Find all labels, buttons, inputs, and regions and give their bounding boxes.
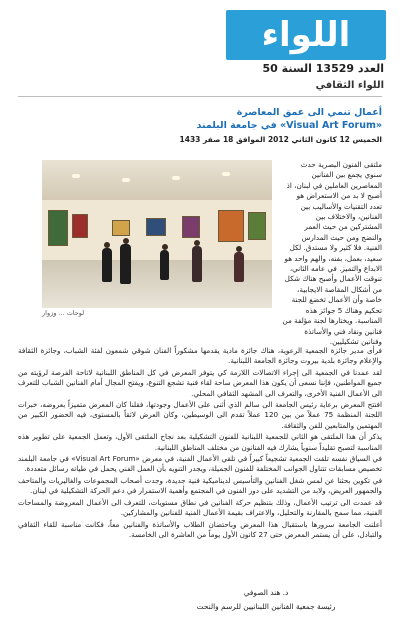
ceiling-light [122,178,130,182]
painting [72,214,88,238]
exhibition-photo [42,160,272,308]
author-name: د. هند الصوفي [243,588,289,597]
photo-caption: لوحات ... وزوار [42,309,85,317]
author-signature [156,586,376,614]
masthead-logo [226,10,386,60]
visitor-figure [234,252,244,282]
painting [182,216,200,238]
visitor-figure [160,250,169,280]
body-paragraph: أعلنت الجامعة سرورها باستقبال هذا المعرض وباحتضان الطلاب والأساتذة والفنانين معاً، فكانت مناسبة للقاء الثقافي والتبادل، على أن يستمر المعرض حتى 27 كانون الأول يوماً من العاشرة الى الخامسة. [18,519,382,539]
ceiling-light [72,174,80,178]
section-title: اللواء الثقافي [315,80,384,91]
painting [218,210,244,242]
article-body [18,346,382,541]
body-paragraph: في السياق نفسه تلقت الجمعية تشجيعاً كبيراً في تلقي الأعمال الفنية، في معرض «Visual Art Forum» في جامعة البلمند تخصيص مسابقات تتناول الجوانب المختلفة للفنون الجميلة، ويجدر التنويه بأن العمل الفني يحمل في طياته رسائل متعددة. [18,454,382,474]
painting [48,210,68,246]
issue-line: العدد 13529 السنة 50 [262,62,384,75]
visitor-figure [102,248,112,282]
painting [146,218,166,236]
visitor-figure [192,246,202,282]
body-paragraph: في تكوين بحثنا عن لمس شغل الفنانين والتأسيس لديناميكية فنية جديدة، وجدت أصحاب المجموعات والغاليريات والمتاحف والجمهور العريض، ولابد من التشديد على دور الفنون في المجتمع وأهمية الاستمرار في دعم الحركة التشكيلية في لبنان. [18,475,382,496]
body-paragraph: فرأى مدير جائزة الجمعية الرعوية، هناك جائزة مادية يقدمها مشكوراً الفنان شوقي شمعون لفئة الشباب، وجائزة الثقافة والإعلام وجائزة بلدية بيروت وجائزة الجامعة اللبنانية. [18,346,382,366]
article-side-column: ملتقى الفنون البصرية حدث سنوي يجمع بين الفنانين المعاصرين العاملين في لبنان، اذ أصبح لا بد من الاستعراض هو تعدد التقنيات والأساليب بين الفنانين، والاختلاف بين المشتركين من حيث العمر والنضج ومن حيث المدارس الفنية. فلا كثير ولا مستدق. لكل سعيد، بعمل، بفنه، والهم واحد هو الابداع والتميز. في عامه الثاني، تنوقت الأعمال وأصبح هناك شكل من أشكال المقاصة الايجابية، خاصة وأن الأعمال تخضع للجنة تحكيم وهناك 5 جوائز هذه المناسبة. ويختارها لجنة مؤلفة من فنانين ونقاد فني والأساتذة وفنانين تشكيليين. [282,160,382,346]
painting [248,212,266,240]
body-paragraph: قد عمدت الى ترتيب الأعمال، وذلك بتنظيم حركة الفنانين في نطاق مستويات، للتعرف الى الأعمال المعروضة والمساحات الفنية، مما سمح بالمقارنة والتحليل، والاعتراف بقيمة الأعمال الفنية للفنانين والمشاركين. [18,497,382,518]
masthead-title: اللواء [261,15,351,55]
headline-line-2: «Visual Art Forum» في جامعة البلمند [196,120,382,131]
body-paragraph: يذكر أن هذا الملتقى هو الثاني للجمعية اللبنانية للفنون التشكيلية بعد نجاح الملتقى الأول، وتعمل الجمعية على تطوير هذه المناسبة لتصبح تقليداً سنوياً يشارك فيه الفنانون من مختلف المناطق اللبنانية. [18,432,382,452]
body-paragraph: افتتح المعرض برعاية رئيس الجامعة الى سالم الذي أثنى على الأعمال وجودتها، فقلنا كان المعرض متميزاً بعروضه، خبرات اللجنة المنظمة 75 عملاً من بين 120 عملاً تقدم الى الوسيطين، وكان العرض لائقاً بالمستوى، فيه الحضور الكبير من المهتمين والمتابعين للفن والثقافة. [18,400,382,430]
dateline: الخميس 12 كانون الثاني 2012 الموافق 18 صفر 1433 [179,135,382,144]
headline-block [152,106,382,145]
painting [112,220,130,236]
body-paragraph: لقد عمدنا في الجمعية الى إجراء الاتصالات اللازمة كي يتوفر المعرض في كل المناطق اللبنانية لاتاحة الفرصة لرؤيته من جميع المواطنين، فإننا نسعى أن يكون هذا المعرض ساحة لقاء فنية تشجع التنوع، ويفتح المجال أمام الفنانين الشباب للتعرف الى الأعمال الفنية الأخرى، والتعرف الى المشهد الثقافي المحلي. [18,367,382,398]
author-role: رئيسة جمعية الفنانين اللبنانيين للرسم والنحت [196,602,336,611]
headline-line-1: أعمال تنمي الى عمق المعاصرة [236,107,382,118]
ceiling-light [172,176,180,180]
divider [18,96,382,97]
ceiling-light [222,172,230,176]
photo-ceiling [42,160,272,200]
visitor-figure [120,244,131,284]
